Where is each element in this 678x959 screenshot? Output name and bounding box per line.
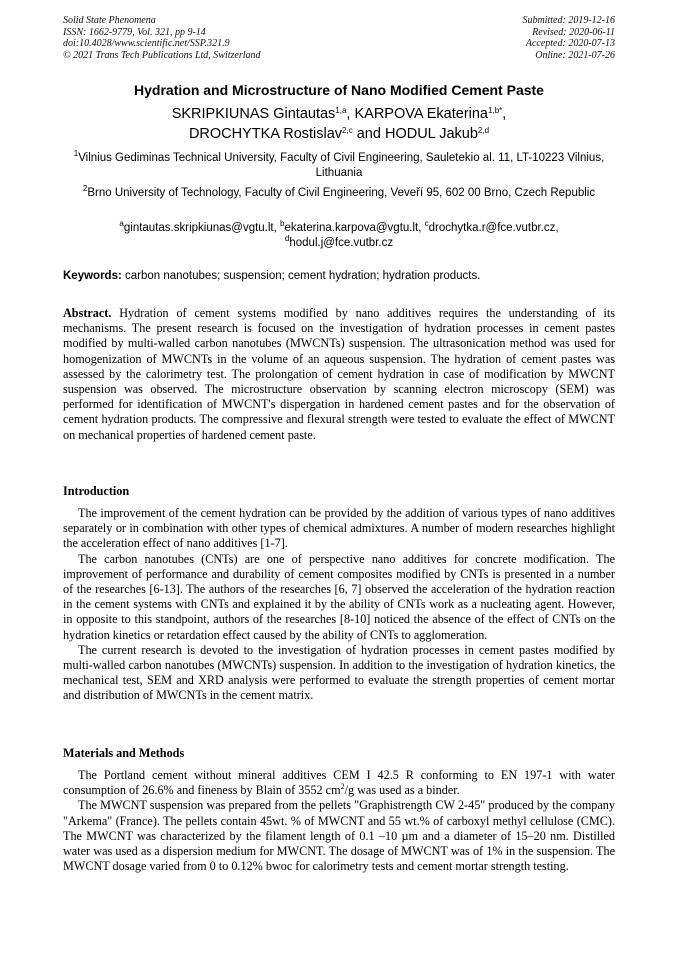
online-date: Online: 2021-07-26	[535, 49, 615, 61]
affiliation-2: $^2$Brno University of Technology, Faculty of Civil Engineering, Veveří 95, 602 00 Brno, Czech Republic	[82, 184, 596, 199]
author-4-affiliation: 2,d	[477, 126, 490, 135]
introduction-paragraph: The improvement of the cement hydration can be provided by the addition of various types of nano additives separately or in combination with other types of chemical admixtures. A number of modern researches highlight the acceleration effect of nano additives [1-7].	[63, 506, 615, 551]
author-2: KARPOVA Ekaterina	[354, 106, 489, 122]
email-b[interactable]: ekaterina.karpova@vgtu.lt,	[284, 222, 425, 234]
author-1: SKRIPKIUNAS Gintautas	[171, 106, 336, 122]
materials-methods-heading: Materials and Methods	[63, 746, 185, 760]
revised-date: Revised: 2020-06-11	[532, 26, 615, 38]
paper-title: Hydration and Microstructure of Nano Modified Cement Paste	[134, 82, 544, 98]
author-list: SKRIPKIUNAS Gintautas$^{1,a}$, KARPOVA Ekaterina$^{1,b*}$, DROCHYTKA Rostislav$^{2,c}$ and HODUL Jakub$^{2,d}$	[171, 106, 507, 142]
abstract-text: Hydration of cement systems modified by nano additives requires the understanding of its mechanisms. The present research is focused on the investigation of hydration processes in cement pastes modified by multi-walled carbon nanotubes (MWCNTs) suspension. The ultrasonication method was used for homogenization of MWCNTs in the volume of an aqueous suspension. The hydration of cement pastes was assessed by the calorimetry test. The prolongation of cement hydration in case of modification by MWCNT suspension was observed. The microstructure observation by scanning electron microscopy (SEM) was performed for identification of MWCNT's dispergation in hardened cement pastes and for the observation of cement hydration products. The compressive and flexural strength were tested to evaluate the effect of MWCNT on mechanical properties of hardened cement paste.	[63, 306, 615, 442]
doi: doi:10.4028/www.scientific.net/SSP.321.9	[63, 38, 230, 50]
email-d[interactable]: hodul.j@fce.vutbr.cz	[289, 237, 394, 249]
email-a[interactable]: gintautas.skripkiunas@vgtu.lt,	[123, 222, 281, 234]
author-4: HODUL Jakub	[384, 126, 478, 142]
introduction-heading: Introduction	[63, 484, 130, 498]
introduction-body	[63, 506, 615, 704]
author-1-affiliation: 1,a	[335, 106, 347, 115]
author-emails: $^a$gintautas.skripkiunas@vgtu.lt, $^b$ekaterina.karpova@vgtu.lt, $^c$drochytka.r@fce.vutbr.cz, $^d$hodul.j@fce.vutbr.cz	[119, 219, 559, 249]
issn: ISSN: 1662-9779, Vol. 321, pp 9-14	[63, 26, 206, 38]
methods-paragraph: The Portland cement without mineral additives CEM I 42.5 R conforming to EN 197-1 with water consumption of 26.6% and fineness by Blain of 3552 $cm^2/g$ was used as a binder.	[63, 768, 615, 798]
introduction-paragraph: The carbon nanotubes (CNTs) are one of perspective nano additives for concrete modification. The improvement of performance and durability of cement composites modified by CNTs is presented in a number of the researches [6-13]. The authors of the researches [6, 7] observed the acceleration of the hydration reaction in the cement systems with CNTs and explained it by the ability of CNTs work as a nucleating agent. However, in opposite to this standpoint, authors of the researches [8-10] noticed the absence of the effect of CNTs on the hydration kinetics or retardation effect caused by the ability of CNTs to agglomeration.	[63, 551, 615, 642]
keywords-text: carbon nanotubes; suspension; cement hydration; hydration products.	[121, 270, 481, 282]
submitted-date: Submitted: 2019-12-16	[522, 15, 615, 26]
journal-header-left	[63, 15, 261, 61]
email-c[interactable]: drochytka.r@fce.vutbr.cz,	[428, 222, 559, 234]
author-3: DROCHYTKA Rostislav	[188, 126, 343, 142]
methods-paragraph: The MWCNT suspension was prepared from the pellets "Graphistrength CW 2-45" produced by the company "Arkema" (France). The pellets contain 45wt. % of MWCNT and 55 wt.% of carboxyl methyl cellulose (CMC). The MWCNT was characterized by the filament length of 0.1 –10 µm and a diameter of 15–20 nm. Distilled water was used as a dispersion medium for MWCNT. The dosage of MWCNT was of 1% in the suspension. The MWCNT dosage varied from 0 to 0.12% bwoc for calorimetry tests and cement mortar strength testing.	[63, 798, 615, 874]
abstract-label: Abstract.	[63, 306, 112, 320]
copyright: © 2021 Trans Tech Publications Ltd, Switzerland	[63, 49, 261, 61]
abstract	[63, 306, 615, 443]
journal-name: Solid State Phenomena	[63, 15, 156, 26]
keywords-label: Keywords:	[63, 270, 122, 282]
author-2-affiliation: 1,b*	[488, 106, 503, 115]
author-3-affiliation: 2,c	[342, 126, 353, 135]
affiliation-1: $^1$Vilnius Gediminas Technical University, Faculty of Civil Engineering, Sauletekio al. 11, LT-10223 Vilnius, Lithuania	[73, 149, 605, 179]
keywords	[63, 270, 615, 282]
journal-header-right	[523, 15, 616, 61]
materials-methods-body	[63, 768, 615, 874]
introduction-paragraph: The current research is devoted to the investigation of hydration processes in cement pastes modified by multi-walled carbon nanotubes (MWCNTs) suspension. In addition to the investigation of hydration kinetics, the mechanical test, SEM and XRD analysis were performed to evaluate the strength properties of cement mortar and distribution of MWCNTs in the cement matrix.	[63, 642, 615, 703]
accepted-date: Accepted: 2020-07-13	[525, 38, 615, 50]
